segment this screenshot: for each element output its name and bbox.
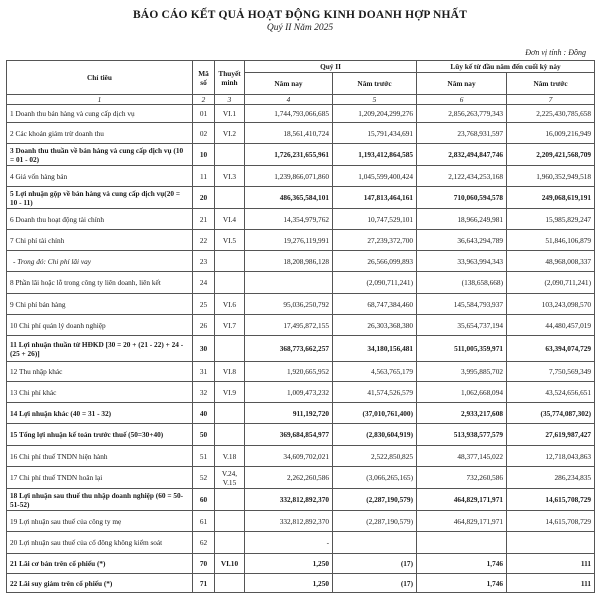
report-period: Quý II Năm 2025: [266, 23, 334, 33]
quarter-previous-value: (3,066,265,165): [333, 467, 417, 489]
row-note: [215, 511, 245, 532]
header-year-to-date: Lũy kế từ đầu năm đến cuối kỳ này: [417, 61, 595, 73]
quarter-current-value: 95,036,250,792: [245, 294, 333, 315]
ytd-previous-value: 43,524,656,651: [507, 382, 595, 403]
ytd-previous-value: 2,225,430,785,658: [507, 105, 595, 123]
quarter-current-value: 332,812,892,370: [245, 489, 333, 511]
ytd-current-value: 464,829,171,971: [417, 489, 507, 511]
quarter-current-value: 14,354,979,762: [245, 209, 333, 230]
row-note: VI.6: [215, 294, 245, 315]
ytd-previous-value: [507, 532, 595, 554]
row-label: 2 Các khoản giảm trừ doanh thu: [7, 123, 193, 144]
quarter-current-value: 18,208,986,128: [245, 251, 333, 272]
quarter-current-value: 911,192,720: [245, 403, 333, 424]
table-row: [7, 315, 595, 336]
table-row: [7, 403, 595, 424]
quarter-current-value: 19,276,119,991: [245, 230, 333, 251]
row-code: 23: [193, 251, 215, 272]
row-label: 6 Doanh thu hoạt động tài chính: [7, 209, 193, 230]
quarter-current-value: 1,009,473,232: [245, 382, 333, 403]
table-row: [7, 382, 595, 403]
quarter-previous-value: (2,287,190,579): [333, 511, 417, 532]
ytd-previous-value: (35,774,087,302): [507, 403, 595, 424]
row-label: 5 Lợi nhuận gộp về bán hàng và cung cấp dịch vụ(20 = 10 - 11): [7, 187, 193, 209]
quarter-previous-value: (2,090,711,241): [333, 272, 417, 294]
table-row: [7, 166, 595, 187]
quarter-previous-value: (2,287,190,579): [333, 489, 417, 511]
row-note: [215, 251, 245, 272]
quarter-previous-value: 34,180,156,481: [333, 336, 417, 362]
row-note: [215, 424, 245, 446]
row-code: 70: [193, 554, 215, 574]
ytd-current-value: 2,933,217,608: [417, 403, 507, 424]
quarter-previous-value: 1,045,599,400,424: [333, 166, 417, 187]
quarter-current-value: 1,744,793,066,685: [245, 105, 333, 123]
header-chi-tieu: Chỉ tiêu: [7, 61, 193, 95]
table-row: [7, 554, 595, 574]
ytd-current-value: 2,856,263,779,343: [417, 105, 507, 123]
row-label: 22 Lãi suy giảm trên cổ phiếu (*): [7, 574, 193, 593]
quarter-previous-value: 15,791,434,691: [333, 123, 417, 144]
row-label: - Trong đó: Chi phí lãi vay: [7, 251, 193, 272]
table-row: [7, 336, 595, 362]
quarter-current-value: 1,239,866,071,860: [245, 166, 333, 187]
ytd-current-value: 33,963,994,343: [417, 251, 507, 272]
row-code: 50: [193, 424, 215, 446]
ytd-current-value: [417, 532, 507, 554]
currency-unit: Đơn vị tính : Đồng: [525, 48, 586, 57]
ytd-previous-value: 2,209,421,568,709: [507, 144, 595, 166]
quarter-previous-value: 1,209,204,299,276: [333, 105, 417, 123]
quarter-previous-value: (17): [333, 574, 417, 593]
row-note: [215, 187, 245, 209]
row-note: [215, 403, 245, 424]
quarter-previous-value: 68,747,384,460: [333, 294, 417, 315]
row-code: 40: [193, 403, 215, 424]
quarter-current-value: 2,262,260,586: [245, 467, 333, 489]
ytd-current-value: 18,966,249,981: [417, 209, 507, 230]
quarter-current-value: [245, 272, 333, 294]
row-note: V.24, V.15: [215, 467, 245, 489]
row-label: 7 Chi phí tài chính: [7, 230, 193, 251]
row-label: 12 Thu nhập khác: [7, 362, 193, 382]
ytd-current-value: 23,768,931,597: [417, 123, 507, 144]
ytd-previous-value: 63,394,074,729: [507, 336, 595, 362]
column-index: 1: [7, 95, 193, 105]
column-index: 4: [245, 95, 333, 105]
row-label: 11 Lợi nhuận thuần từ HĐKD [30 = 20 + (21 - 22) + 24 - (25 + 26)]: [7, 336, 193, 362]
row-note: V.18: [215, 446, 245, 467]
ytd-current-value: 511,005,359,971: [417, 336, 507, 362]
row-note: VI.2: [215, 123, 245, 144]
quarter-current-value: 1,250: [245, 554, 333, 574]
table-row: [7, 144, 595, 166]
row-code: 24: [193, 272, 215, 294]
row-code: 52: [193, 467, 215, 489]
column-index: 6: [417, 95, 507, 105]
row-note: VI.4: [215, 209, 245, 230]
ytd-current-value: 2,122,434,253,168: [417, 166, 507, 187]
row-label: 17 Chi phí thuế TNDN hoãn lại: [7, 467, 193, 489]
row-label: 21 Lãi cơ bản trên cổ phiếu (*): [7, 554, 193, 574]
row-label: 9 Chi phí bán hàng: [7, 294, 193, 315]
header-quarter-previous: Năm trước: [333, 73, 417, 95]
row-note: VI.5: [215, 230, 245, 251]
row-code: 32: [193, 382, 215, 403]
row-note: VI.3: [215, 166, 245, 187]
ytd-current-value: 464,829,171,971: [417, 511, 507, 532]
ytd-current-value: 732,260,586: [417, 467, 507, 489]
header-ytd-previous: Năm trước: [507, 73, 595, 95]
ytd-current-value: 35,654,737,194: [417, 315, 507, 336]
column-index: 5: [333, 95, 417, 105]
ytd-previous-value: 15,985,829,247: [507, 209, 595, 230]
table-row: [7, 489, 595, 511]
row-code: 62: [193, 532, 215, 554]
row-label: 20 Lợi nhuận sau thuế của cổ đông không kiểm soát: [7, 532, 193, 554]
ytd-current-value: 48,377,145,022: [417, 446, 507, 467]
quarter-current-value: 34,609,702,021: [245, 446, 333, 467]
table-row: [7, 251, 595, 272]
quarter-current-value: 332,812,892,370: [245, 511, 333, 532]
ytd-previous-value: 103,243,098,570: [507, 294, 595, 315]
header-thuyet-minh: Thuyết minh: [215, 61, 245, 95]
ytd-previous-value: 27,619,987,427: [507, 424, 595, 446]
row-label: 16 Chi phí thuế TNDN hiện hành: [7, 446, 193, 467]
quarter-current-value: -: [245, 532, 333, 554]
row-label: 10 Chi phí quản lý doanh nghiệp: [7, 315, 193, 336]
ytd-current-value: 710,060,594,578: [417, 187, 507, 209]
quarter-current-value: 368,773,662,257: [245, 336, 333, 362]
row-note: VI.10: [215, 554, 245, 574]
row-note: [215, 144, 245, 166]
quarter-previous-value: (2,830,604,919): [333, 424, 417, 446]
quarter-previous-value: 41,574,526,579: [333, 382, 417, 403]
table-row: [7, 105, 595, 123]
row-code: 51: [193, 446, 215, 467]
row-code: 30: [193, 336, 215, 362]
quarter-previous-value: 2,522,850,825: [333, 446, 417, 467]
ytd-previous-value: 48,968,008,337: [507, 251, 595, 272]
ytd-current-value: (138,658,668): [417, 272, 507, 294]
ytd-previous-value: 7,750,569,349: [507, 362, 595, 382]
row-code: 60: [193, 489, 215, 511]
income-statement-table: [6, 60, 595, 593]
row-code: 11: [193, 166, 215, 187]
ytd-current-value: 36,643,294,789: [417, 230, 507, 251]
ytd-current-value: 3,995,885,702: [417, 362, 507, 382]
column-index: 7: [507, 95, 595, 105]
table-row: [7, 532, 595, 554]
ytd-previous-value: 249,068,619,191: [507, 187, 595, 209]
ytd-previous-value: 111: [507, 554, 595, 574]
row-note: VI.8: [215, 362, 245, 382]
row-code: 20: [193, 187, 215, 209]
quarter-previous-value: 27,239,372,700: [333, 230, 417, 251]
quarter-current-value: 18,561,410,724: [245, 123, 333, 144]
ytd-previous-value: 286,234,835: [507, 467, 595, 489]
quarter-previous-value: (17): [333, 554, 417, 574]
quarter-current-value: 1,726,231,655,961: [245, 144, 333, 166]
row-code: 10: [193, 144, 215, 166]
row-code: 02: [193, 123, 215, 144]
table-row: [7, 362, 595, 382]
row-label: 3 Doanh thu thuần về bán hàng và cung cấp dịch vụ (10 = 01 - 02): [7, 144, 193, 166]
column-index-row: [7, 95, 595, 105]
row-label: 14 Lợi nhuận khác (40 = 31 - 32): [7, 403, 193, 424]
quarter-previous-value: 1,193,412,864,585: [333, 144, 417, 166]
column-index: 3: [215, 95, 245, 105]
table-row: [7, 187, 595, 209]
row-note: [215, 336, 245, 362]
quarter-current-value: 486,365,584,101: [245, 187, 333, 209]
quarter-current-value: 1,250: [245, 574, 333, 593]
column-index: 2: [193, 95, 215, 105]
ytd-current-value: 1,062,668,094: [417, 382, 507, 403]
table-row: [7, 511, 595, 532]
row-code: 26: [193, 315, 215, 336]
table-row: [7, 467, 595, 489]
ytd-previous-value: 44,480,457,019: [507, 315, 595, 336]
row-code: 01: [193, 105, 215, 123]
row-note: VI.9: [215, 382, 245, 403]
ytd-previous-value: 14,615,708,729: [507, 489, 595, 511]
header-ma-so: Mã số: [193, 61, 215, 95]
ytd-previous-value: 12,718,043,863: [507, 446, 595, 467]
row-label: 4 Giá vốn hàng bán: [7, 166, 193, 187]
quarter-previous-value: 147,813,464,161: [333, 187, 417, 209]
quarter-previous-value: [333, 532, 417, 554]
row-label: 15 Tổng lợi nhuận kế toán trước thuế (50=30+40): [7, 424, 193, 446]
row-code: 25: [193, 294, 215, 315]
ytd-current-value: 145,584,793,937: [417, 294, 507, 315]
quarter-current-value: 369,684,854,977: [245, 424, 333, 446]
ytd-previous-value: 1,960,352,949,518: [507, 166, 595, 187]
header-quarter: Quý II: [245, 61, 417, 73]
table-row: [7, 294, 595, 315]
row-label: 18 Lợi nhuận sau thuế thu nhập doanh nghiệp (60 = 50-51-52): [7, 489, 193, 511]
ytd-previous-value: 14,615,708,729: [507, 511, 595, 532]
ytd-current-value: 1,746: [417, 574, 507, 593]
row-label: 8 Phần lãi hoặc lỗ trong công ty liên doanh, liên kết: [7, 272, 193, 294]
row-label: 13 Chi phí khác: [7, 382, 193, 403]
quarter-previous-value: 10,747,529,101: [333, 209, 417, 230]
quarter-previous-value: 4,563,765,179: [333, 362, 417, 382]
row-note: [215, 272, 245, 294]
table-row: [7, 424, 595, 446]
ytd-previous-value: 16,009,216,949: [507, 123, 595, 144]
table-row: [7, 209, 595, 230]
ytd-current-value: 1,746: [417, 554, 507, 574]
quarter-current-value: 1,920,665,952: [245, 362, 333, 382]
row-note: VI.1: [215, 105, 245, 123]
quarter-current-value: 17,495,872,155: [245, 315, 333, 336]
ytd-previous-value: 111: [507, 574, 595, 593]
header-quarter-current: Năm nay: [245, 73, 333, 95]
row-code: 61: [193, 511, 215, 532]
row-code: 22: [193, 230, 215, 251]
table-row: [7, 574, 595, 593]
ytd-previous-value: (2,090,711,241): [507, 272, 595, 294]
row-label: 1 Doanh thu bán hàng và cung cấp dịch vụ: [7, 105, 193, 123]
row-note: [215, 574, 245, 593]
quarter-previous-value: 26,303,368,380: [333, 315, 417, 336]
ytd-current-value: 2,832,494,847,746: [417, 144, 507, 166]
row-note: [215, 489, 245, 511]
row-code: 21: [193, 209, 215, 230]
row-note: [215, 532, 245, 554]
table-row: [7, 272, 595, 294]
quarter-previous-value: (37,010,761,400): [333, 403, 417, 424]
row-code: 71: [193, 574, 215, 593]
ytd-previous-value: 51,846,106,879: [507, 230, 595, 251]
table-body: [7, 105, 595, 593]
row-label: 19 Lợi nhuận sau thuế của công ty mẹ: [7, 511, 193, 532]
quarter-previous-value: 26,566,099,893: [333, 251, 417, 272]
header-ytd-current: Năm nay: [417, 73, 507, 95]
row-code: 31: [193, 362, 215, 382]
report-title: BÁO CÁO KẾT QUẢ HOẠT ĐỘNG KINH DOANH HỢP NHẤT: [132, 9, 468, 21]
table-row: [7, 446, 595, 467]
row-note: VI.7: [215, 315, 245, 336]
table-row: [7, 123, 595, 144]
table-row: [7, 230, 595, 251]
ytd-current-value: 513,938,577,579: [417, 424, 507, 446]
